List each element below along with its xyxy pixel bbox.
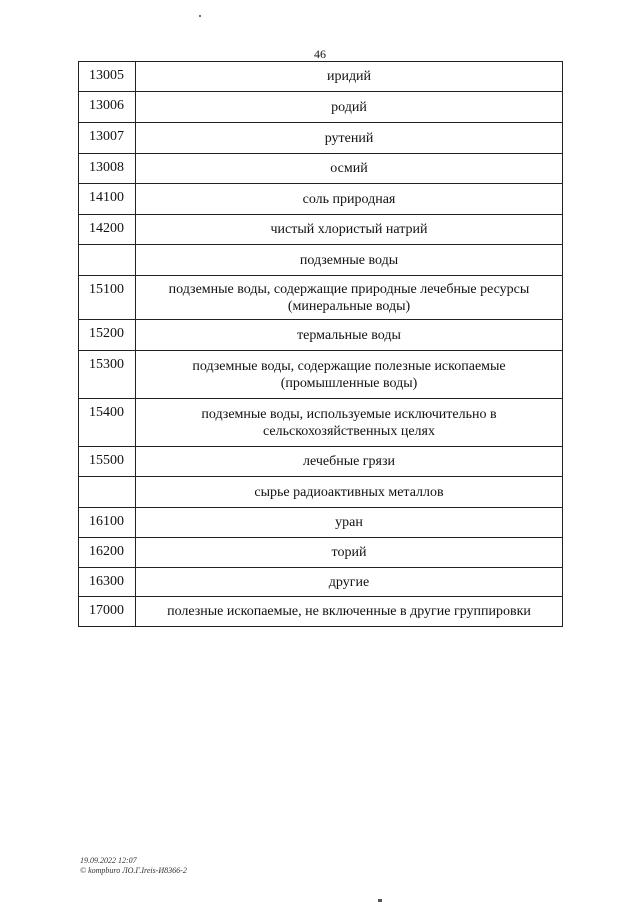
name-cell: полезные ископаемые, не включенные в другие группировки: [136, 597, 563, 627]
table-row: [79, 508, 563, 538]
table-row: [79, 597, 563, 627]
name-cell: другие: [136, 568, 563, 597]
name-cell: подземные воды, используемые исключительно в сельскохозяйственных целях: [136, 399, 563, 447]
code-cell: 15300: [79, 351, 136, 399]
table-row: [79, 351, 563, 399]
code-cell: 14200: [79, 215, 136, 245]
name-cell: иридий: [136, 62, 563, 92]
code-cell: 13005: [79, 62, 136, 92]
name-cell: термальные воды: [136, 320, 563, 351]
table-row: [79, 62, 563, 92]
code-cell: [79, 245, 136, 276]
table-row: [79, 447, 563, 477]
code-cell: 13006: [79, 92, 136, 123]
code-cell: 15200: [79, 320, 136, 351]
name-cell: осмий: [136, 154, 563, 184]
name-cell: чистый хлористый натрий: [136, 215, 563, 245]
group-heading-cell: сырье радиоактивных металлов: [136, 477, 563, 508]
table-row: [79, 215, 563, 245]
code-cell: 16300: [79, 568, 136, 597]
table-row-group-header: [79, 245, 563, 276]
table-row: [79, 154, 563, 184]
table-row: [79, 538, 563, 568]
code-cell: 13008: [79, 154, 136, 184]
table-row: [79, 92, 563, 123]
code-cell: 16200: [79, 538, 136, 568]
name-cell: родий: [136, 92, 563, 123]
speck-mark: [199, 15, 201, 17]
table-row: [79, 399, 563, 447]
name-cell: подземные воды, содержащие природные лечебные ресурсы (минеральные воды): [136, 276, 563, 320]
code-cell: 16100: [79, 508, 136, 538]
table-row: [79, 123, 563, 154]
minerals-code-table: [78, 61, 563, 627]
table-row: [79, 276, 563, 320]
name-cell: торий: [136, 538, 563, 568]
footer-stamp: © kompburo ЛО.Г.Ireis-И8366-2: [80, 866, 187, 875]
scan-mark: [378, 899, 382, 902]
code-cell: 15400: [79, 399, 136, 447]
footer-date: 19.09.2022 12:07: [80, 856, 137, 865]
code-cell: 15100: [79, 276, 136, 320]
table-row: [79, 184, 563, 215]
table-row-group-header: [79, 477, 563, 508]
table-row: [79, 320, 563, 351]
code-cell: 17000: [79, 597, 136, 627]
page-number: 46: [314, 47, 326, 61]
name-cell: соль природная: [136, 184, 563, 215]
code-cell: 13007: [79, 123, 136, 154]
code-cell: [79, 477, 136, 508]
code-cell: 15500: [79, 447, 136, 477]
name-cell: подземные воды, содержащие полезные ископаемые (промышленные воды): [136, 351, 563, 399]
name-cell: рутений: [136, 123, 563, 154]
name-cell: уран: [136, 508, 563, 538]
group-heading-cell: подземные воды: [136, 245, 563, 276]
table-row: [79, 568, 563, 597]
document-footer: [80, 856, 187, 876]
code-cell: 14100: [79, 184, 136, 215]
name-cell: лечебные грязи: [136, 447, 563, 477]
